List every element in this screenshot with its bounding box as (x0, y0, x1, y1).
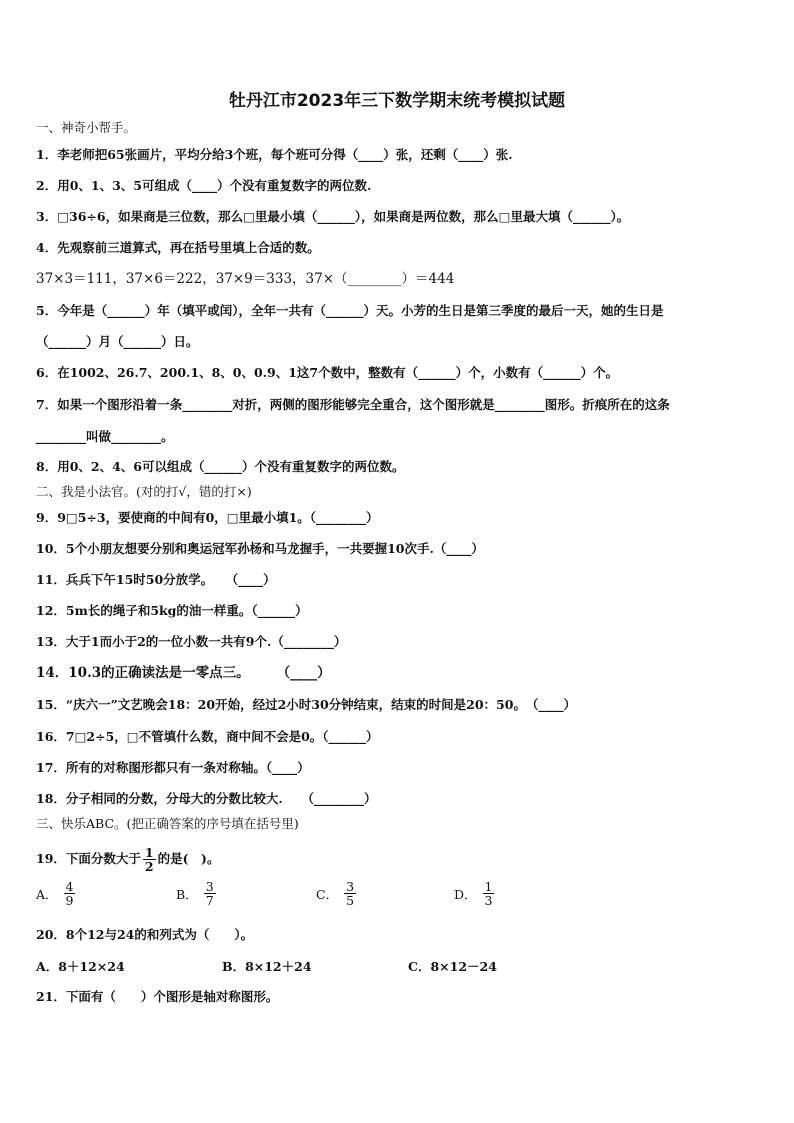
question-4: 4．先观察前三道算式，再在括号里填上合适的数。 (36, 240, 320, 255)
question-12: 12．5m长的绳子和5kg的油一样重。（______） (36, 603, 308, 618)
question-5-line1: 5．今年是（______）年（填平或闰），全年一共有（______）天。小芳的生日是第三季度的最后一天，她的生日是 (36, 303, 664, 318)
page-title: 牡丹江市2023年三下数学期末统考模拟试题 (228, 91, 566, 111)
question-3: 3．□36÷6，如果商是三位数，那么□里最小填（______），如果商是两位数，那么□里最大填（______）。 (36, 209, 630, 224)
question-16: 16．7□2÷5，□不管填什么数，商中间不会是0。（______） (36, 729, 379, 744)
question-19-prefix: 19．下面分数大于 (36, 851, 141, 866)
question-19-suffix: 的是( )。 (157, 851, 220, 866)
question-1: 1．李老师把65张画片，平均分给3个班，每个班可分得（____）张，还剩（____）张. (36, 147, 513, 162)
q19-option-c[interactable]: C． $\frac{3}{5}$ (316, 879, 355, 908)
question-20: 20．8个12与24的和列式为（ ）。 (36, 927, 254, 942)
question-21: 21．下面有（ ）个图形是轴对称图形。 (36, 989, 279, 1004)
question-15: 15．“庆六一”文艺晚会18：20开始，经过2小时30分钟结束，结束的时间是20：50。 （____） (36, 697, 576, 712)
question-7-line2: ________叫做________。 (36, 429, 174, 444)
question-6: 6．在1002、26.7、200.1、8、0、0.9、1这7个数中，整数有（______）个，小数有（______）个。 (36, 365, 619, 380)
question-9: 9．9□5÷3，要使商的中间有0，□里最小填1。（________） (36, 510, 379, 525)
q19-option-a[interactable]: A． $\frac{4}{9}$ (36, 879, 74, 908)
question-10: 10．5个小朋友想要分别和奥运冠军孙杨和马龙握手，一共要握10次手.（____） (36, 541, 484, 556)
question-4-equations: 37×3＝111，37×6＝222，37×9＝333，37×（________）＝444 (36, 271, 455, 287)
question-13: 13．大于1而小于2的一位小数一共有9个.（________） (36, 634, 347, 649)
question-19 (36, 844, 764, 874)
question-17: 17．所有的对称图形都只有一条对称轴。（____） (36, 760, 310, 775)
q20-option-b[interactable]: B．8×12＋24 (222, 959, 312, 974)
section-heading-1: 一、神奇小帮手。 (36, 120, 137, 135)
q20-option-a[interactable]: A．8＋12×24 (36, 959, 125, 974)
section-heading-2: 二、我是小法官。(对的打√，错的打×) (36, 484, 252, 499)
question-14: 14．10.3的正确读法是一零点三。 （____） (36, 665, 331, 681)
q19-option-d[interactable]: D． $\frac{1}{3}$ (454, 879, 493, 908)
question-2: 2．用0、1、3、5可组成（____）个没有重复数字的两位数. (36, 178, 372, 193)
question-7-line1: 7．如果一个图形沿着一条________对折，两侧的图形能够完全重合，这个图形就是________图形。折痕所在的这条 (36, 397, 670, 412)
question-11: 11．兵兵下午15时50分放学。 （____） (36, 572, 276, 587)
question-18: 18．分子相同的分数，分母大的分数比较大. （________） (36, 791, 377, 806)
q20-option-c[interactable]: C．8×12－24 (408, 959, 497, 974)
q19-option-b[interactable]: B． $\frac{3}{7}$ (176, 879, 214, 908)
question-8: 8．用0、2、4、6可以组成（______）个没有重复数字的两位数。 (36, 459, 405, 474)
fraction-one-half: $\frac{1}{2}$ (144, 845, 154, 874)
question-5-line2: （______）月（______）日。 (36, 334, 199, 349)
section-heading-3: 三、快乐ABC。(把正确答案的序号填在括号里) (36, 816, 299, 831)
